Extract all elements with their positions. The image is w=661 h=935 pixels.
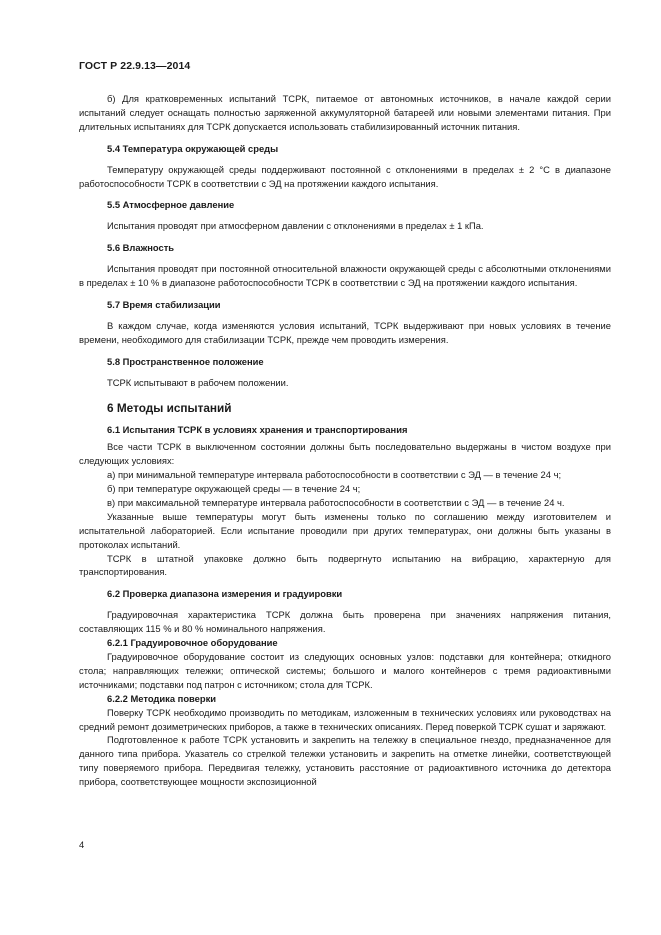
paragraph: ТСРК испытывают в рабочем положении. [107, 376, 289, 388]
page-number: 4 [79, 839, 85, 850]
paragraph: Градуировочное оборудование состоит из следующих основных узлов: подставки для контейнера; откидного стола; направляющих тележки; оптической системы; большого и малого контейнеров с тремя радиоактивными источниками; подставки под патрон с источником; стола для ТСРК. [79, 651, 611, 690]
document-body [79, 92, 611, 789]
section-heading: 5.7 Время стабилизации [107, 298, 221, 310]
section-heading: 5.4 Температура окружающей среды [107, 142, 279, 154]
subsection-heading: 6.2.1 Градуировочное оборудование [107, 637, 278, 649]
paragraph: Поверку ТСРК необходимо производить по методикам, изложенным в технических условиях или руководствах на средний ремонт дозиметрических приборов, а также в технических описаниях. Перед поверкой ТСРК сушат и заряжают. [79, 706, 611, 732]
paragraph: Испытания проводят при постоянной относительной влажности окружающей среды с абсолютными отклонениями в пределах ± 10 % в диапазоне работоспособности ТСРК в соответствии с ЭД на протяжении каждого испытания. [79, 263, 611, 289]
document-header: ГОСТ Р 22.9.13—2014 [79, 60, 191, 72]
paragraph: Все части ТСРК в выключенном состоянии должны быть последовательно выдержаны в чистом воздухе при следующих условиях: [79, 441, 611, 467]
paragraph: Температуру окружающей среды поддерживают постоянной с отклонениями в пределах ± 2 °С в диапазоне работоспособности ТСРК в соответствии с ЭД на протяжении каждого испытания. [79, 163, 611, 189]
paragraph: ТСРК в штатной упаковке должно быть подвергнуто испытанию на вибрацию, характерную для транспортирования. [79, 552, 611, 578]
paragraph: Испытания проводят при атмосферном давлении с отклонениями в пределах ± 1 кПа. [107, 220, 484, 232]
section-heading: 5.5 Атмосферное давление [107, 199, 235, 211]
paragraph: В каждом случае, когда изменяются условия испытаний, ТСРК выдерживают при новых условиях в течение времени, необходимого для стабилизации ТСРК, прежде чем проводить измерения. [79, 319, 611, 345]
section-heading: 6.2 Проверка диапазона измерения и градуировки [107, 588, 343, 600]
section-heading: 6.1 Испытания ТСРК в условиях хранения и транспортирования [107, 424, 408, 436]
paragraph: Указанные выше температуры могут быть изменены только по соглашению между изготовителем и испытательной лабораторией. Если испытание проводили при других температурах, они должны быть указаны в протоколах испытаний. [79, 510, 611, 550]
chapter-heading: 6 Методы испытаний [107, 400, 232, 415]
list-item: б) при температуре окружающей среды — в течение 24 ч; [107, 483, 361, 495]
list-item: а) при минимальной температуре интервала работоспособности в соответствии с ЭД — в течение 24 ч; [107, 469, 562, 481]
paragraph: б) Для кратковременных испытаний ТСРК, питаемое от автономных источников, в начале каждой серии испытаний следует оснащать полностью заряженной аккумуляторной батареей или новыми элементами питания. При длительных испытаниях для ТСРК допускается использовать стабилизированный источник питания. [79, 93, 611, 132]
section-heading: 5.6 Влажность [107, 242, 175, 254]
section-heading: 5.8 Пространственное положение [107, 355, 264, 367]
paragraph: Подготовленное к работе ТСРК установить и закрепить на тележку в специальное гнездо, предназначенное для данного типа прибора. Указатель со стрелкой тележки установить и закрепить на отметке линейки, соответствующей типу поверяемого прибора. Передвигая тележку, установить расстояние от радиоактивного источника до детектора прибора, соответствующее мощности экспозиционной [79, 734, 611, 788]
list-item: в) при максимальной температуре интервала работоспособности в соответствии с ЭД — в течение 24 ч. [107, 496, 565, 508]
subsection-heading: 6.2.2 Методика поверки [107, 692, 217, 704]
paragraph: Градуировочная характеристика ТСРК должна быть проверена при значениях напряжения питания, составляющих 115 % и 80 % номинального напряжения. [79, 609, 611, 635]
